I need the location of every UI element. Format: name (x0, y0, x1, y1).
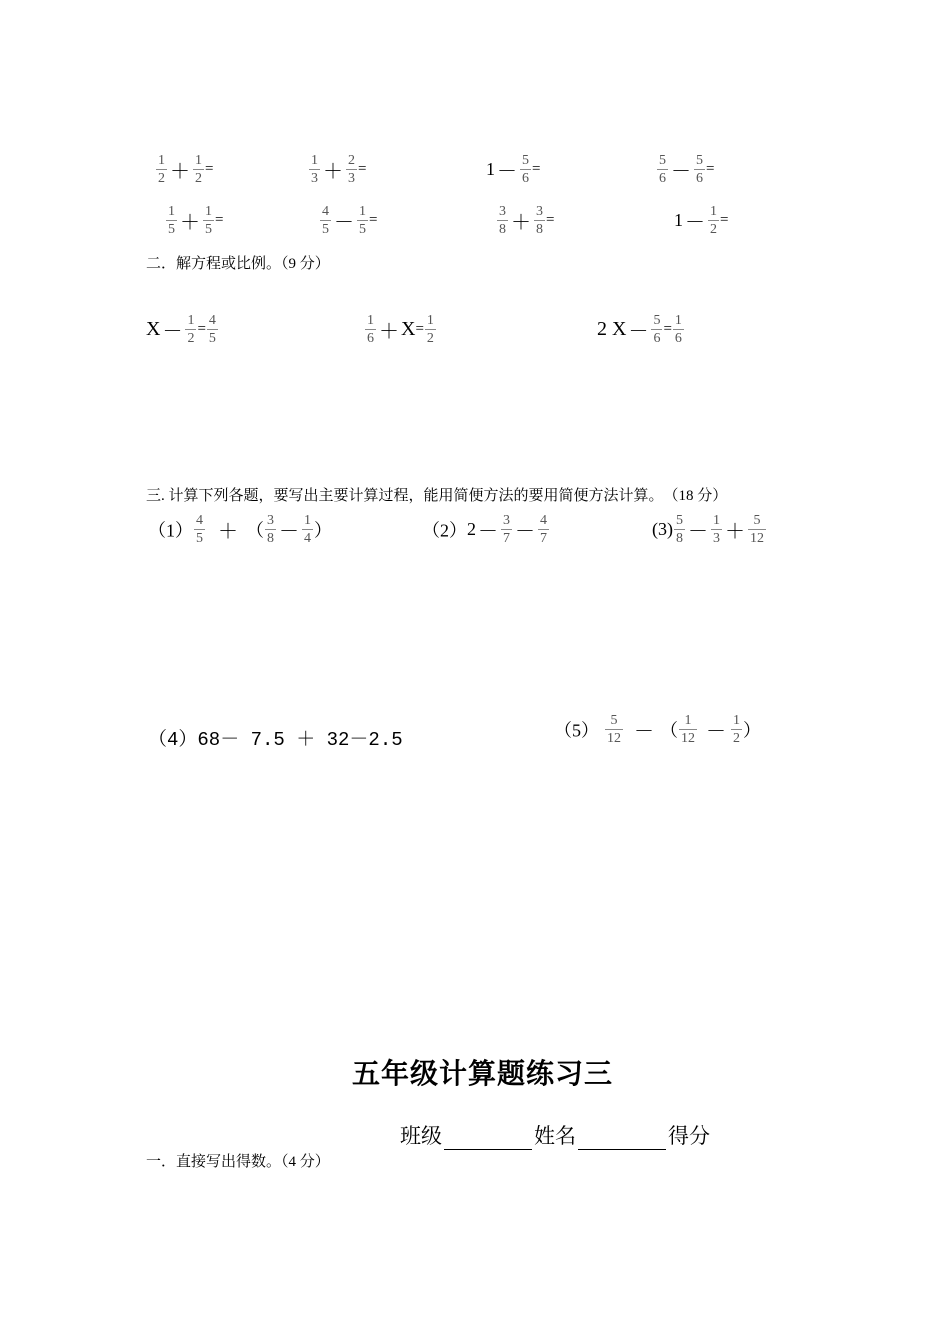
fraction: $\frac{4}{5}$ (208, 313, 216, 346)
fraction: $\frac{4}{7}$ (540, 513, 547, 546)
problem-4: （4）68－ 7.5 ＋ 32－2.5 (148, 729, 403, 751)
fraction: $\frac{4}{5}$ (196, 513, 203, 546)
fraction: $\frac{1}{2}$ (710, 204, 717, 237)
name-label: 姓名 (534, 1124, 576, 1148)
problem-3: (3) $\frac{5}{8}$ － $\frac{1}{3}$ ＋ $\frac{5}{12}$ (652, 513, 764, 546)
section1-heading: 一．直接写出得数。（4 分） (146, 1154, 330, 1170)
fraction: $\frac{1}{3}$ (311, 153, 318, 186)
fraction: $\frac{5}{12}$ (750, 513, 764, 546)
name-blank (578, 1129, 666, 1150)
student-info-line (400, 1120, 710, 1150)
fraction: $\frac{5}{6}$ (696, 153, 703, 186)
fraction: $\frac{1}{2}$ (187, 313, 195, 346)
fraction: $\frac{5}{6}$ (522, 153, 529, 186)
problem-1: （1） $\frac{4}{5}$ ＋ （ $\frac{3}{8}$ － $\frac{1}{4}$ ） (148, 513, 332, 546)
fraction: $\frac{3}{8}$ (267, 513, 274, 546)
fraction: $\frac{5}{6}$ (653, 313, 661, 346)
fraction: $\frac{1}{2}$ (195, 153, 202, 186)
fraction: $\frac{5}{12}$ (607, 713, 621, 746)
fraction: $\frac{1}{2}$ (426, 313, 434, 346)
fraction: $\frac{1}{12}$ (681, 713, 695, 746)
fraction: $\frac{1}{5}$ (359, 204, 366, 237)
worksheet-title: 五年级计算题练习三 (351, 1059, 613, 1090)
problem-r1c4: $\frac{5}{6}$ － $\frac{5}{6}$ = (659, 153, 715, 186)
fraction: $\frac{1}{2}$ (733, 713, 740, 746)
fraction: $\frac{1}{2}$ (158, 153, 165, 186)
problem-r2c1: $\frac{1}{5}$ ＋ $\frac{1}{5}$ = (168, 204, 224, 237)
problem-r2c2: $\frac{4}{5}$ － $\frac{1}{5}$ = (322, 204, 378, 237)
fraction: $\frac{1}{3}$ (713, 513, 720, 546)
problem-r1c3: 1 － $\frac{5}{6}$ = (486, 153, 541, 186)
problem-2: （2）2 － $\frac{3}{7}$ － $\frac{4}{7}$ (422, 513, 547, 546)
fraction: $\frac{4}{5}$ (322, 204, 329, 237)
section3-heading: 三. 计算下列各题，要写出主要计算过程，能用简便方法的要用简便方法计算。 （18 分） (146, 488, 728, 504)
equation-2: $\frac{1}{6}$ ＋ X= $\frac{1}{2}$ (367, 313, 434, 346)
score-label: 得分 (668, 1124, 710, 1148)
fraction: $\frac{3}{8}$ (499, 204, 506, 237)
class-blank (444, 1129, 532, 1150)
fraction: $\frac{1}{5}$ (168, 204, 175, 237)
fraction: $\frac{5}{6}$ (659, 153, 666, 186)
section2-heading: 二．解方程或比例。（9 分） (146, 256, 330, 272)
fraction: $\frac{2}{3}$ (348, 153, 355, 186)
fraction: $\frac{3}{8}$ (536, 204, 543, 237)
equation-3: 2 X － $\frac{5}{6}$ = $\frac{1}{6}$ (597, 313, 682, 346)
fraction: $\frac{1}{6}$ (674, 313, 682, 346)
fraction: $\frac{1}{5}$ (205, 204, 212, 237)
equation-1: X － $\frac{1}{2}$ = $\frac{4}{5}$ (146, 313, 216, 346)
fraction: $\frac{5}{8}$ (676, 513, 683, 546)
problem-r2c3: $\frac{3}{8}$ ＋ $\frac{3}{8}$ = (499, 204, 555, 237)
problem-r1c2: $\frac{1}{3}$ ＋ $\frac{2}{3}$ = (311, 153, 367, 186)
fraction: $\frac{1}{6}$ (367, 313, 374, 346)
problem-r2c4: 1 － $\frac{1}{2}$ = (674, 204, 729, 237)
problem-5: （5） $\frac{5}{12}$ － （ $\frac{1}{12}$ － $\frac{1}{2}$ ） (554, 713, 761, 746)
class-label: 班级 (400, 1124, 442, 1148)
problem-r1c1: $\frac{1}{2}$ ＋ $\frac{1}{2}$ = (158, 153, 214, 186)
fraction: $\frac{1}{4}$ (304, 513, 311, 546)
fraction: $\frac{3}{7}$ (503, 513, 510, 546)
